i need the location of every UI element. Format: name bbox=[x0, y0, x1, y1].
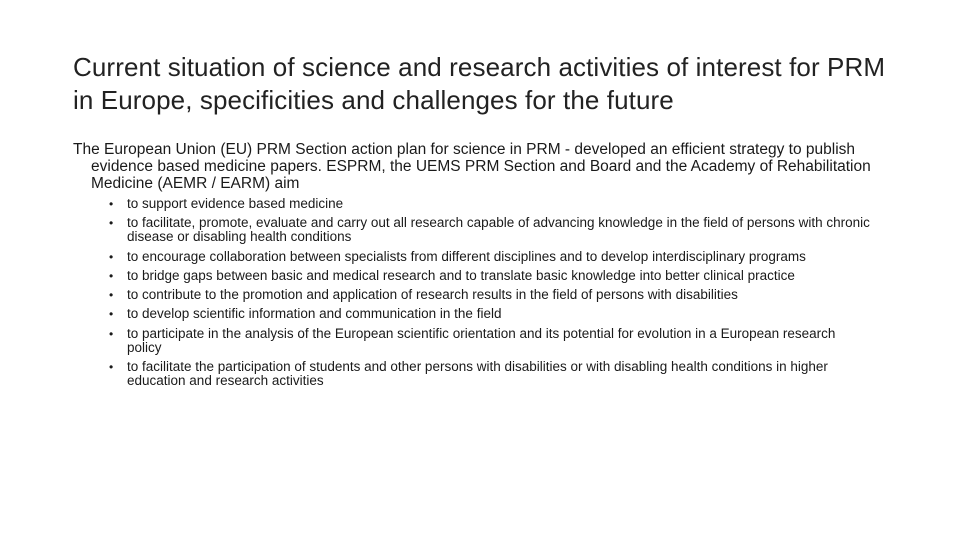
bullet-icon: • bbox=[109, 249, 114, 264]
bullet-icon: • bbox=[109, 216, 114, 231]
list-item bbox=[109, 325, 873, 355]
list-item-text: to participate in the analysis of the European scientific orientation and its potential for evolution in a European research policy bbox=[127, 325, 836, 355]
list-item-text: to bridge gaps between basic and medical research and to translate basic knowledge into better clinical practice bbox=[127, 267, 795, 283]
intro-paragraph: The European Union (EU) PRM Section action plan for science in PRM - developed an efficient strategy to publish evidence based medicine papers. ESPRM, the UEMS PRM Section and Board and the Academy of Rehabilitation Medicine (AEMR / EARM) aim bbox=[73, 141, 871, 192]
bullet-icon: • bbox=[109, 326, 114, 341]
bullet-icon: • bbox=[109, 360, 114, 375]
list-item-text: to develop scientific information and communication in the field bbox=[127, 306, 502, 322]
list-item bbox=[109, 287, 873, 303]
list-item-text: to support evidence based medicine bbox=[127, 196, 344, 211]
list-item bbox=[109, 359, 873, 389]
list-item bbox=[109, 267, 873, 283]
list-item bbox=[109, 215, 873, 245]
list-item-text: to contribute to the promotion and application of research results in the field of persons with disabilities bbox=[127, 287, 738, 303]
list-item bbox=[109, 306, 873, 322]
list-item bbox=[109, 196, 873, 211]
bullet-icon: • bbox=[109, 288, 114, 303]
list-item-text: to facilitate the participation of students and other persons with disabilities or with disabling health conditions in higher education and research activities bbox=[127, 359, 828, 389]
slide-body bbox=[73, 141, 873, 393]
aims-list bbox=[73, 197, 873, 388]
list-item-text: to encourage collaboration between specialists from different disciplines and to develop interdisciplinary programs bbox=[127, 248, 806, 264]
list-item bbox=[109, 248, 873, 264]
bullet-icon: • bbox=[109, 197, 114, 211]
slide-title: Current situation of science and research activities of interest for PRM in Europe, specificities and challenges for the future bbox=[73, 52, 886, 115]
list-item-text: to facilitate, promote, evaluate and carry out all research capable of advancing knowledge in the field of persons with chronic disease or disabling health conditions bbox=[127, 215, 870, 245]
bullet-icon: • bbox=[109, 307, 114, 322]
bullet-icon: • bbox=[109, 268, 114, 283]
